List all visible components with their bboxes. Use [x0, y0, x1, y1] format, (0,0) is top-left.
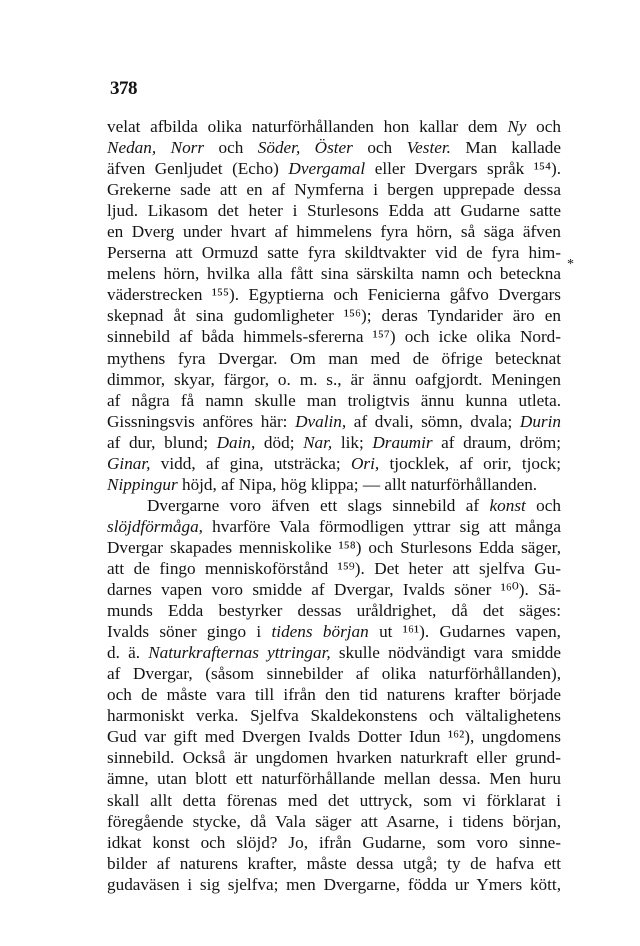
text-run: äfven Genljudet (Echo)	[107, 159, 289, 179]
text-run: skulle nödvändigt vara smidde	[330, 643, 561, 663]
text-run: munds Edda bestyrker dessas uråldrighet, då det säges:	[107, 601, 561, 621]
text-run: sinnebild af båda himmels-sfererna ¹⁵⁷) och icke olika Nord-	[107, 327, 561, 347]
text-line	[107, 747, 561, 768]
text-line	[107, 453, 561, 474]
text-run: af Dvergar, (såsom sinnebilder af olika naturförhållanden),	[107, 664, 561, 684]
text-run: Dvergarne voro äfven ett slags sinnebild af	[147, 495, 490, 515]
text-run: hvarföre Vala förmodligen yttrar sig att många	[202, 516, 561, 536]
text-run: idkat konst och slöjd? Jo, ifrån Gudarne, som voro sinne-	[107, 832, 561, 852]
text-run: att de fingo menniskoförstånd ¹⁵⁹). Det heter att sjelfva Gu-	[107, 558, 561, 578]
italic-term: Naturkrafternas yttringar,	[148, 643, 331, 663]
italic-term: Nedan, Norr	[107, 138, 205, 158]
text-line	[107, 832, 561, 853]
text-run: darnes vapen voro smidde af Dvergar, Ivalds söner ¹⁶⁰). Sä-	[107, 580, 561, 600]
text-run: vidd, af gina, utsträcka;	[150, 453, 351, 473]
text-run: d. ä.	[107, 643, 149, 663]
text-run: tjocklek, af orir, tjock;	[379, 453, 561, 473]
italic-term: Dvalin,	[295, 411, 347, 431]
text-run: och de måste vara till ifrån den tid naturens krafter började	[107, 685, 561, 705]
text-run: en Dverg under hvart af himmelens fyra hörn, så säga äfven	[107, 222, 561, 242]
italic-term: Draumir	[372, 432, 433, 452]
text-line	[107, 200, 561, 221]
text-run: skepnad åt sina gudomligheter ¹⁵⁶); deras Tyndarider äro en	[107, 306, 561, 326]
text-line	[107, 768, 561, 789]
text-run: skall allt detta förenas med det uttryck, som vi förklarat i	[107, 790, 561, 810]
text-run: af några få namn skulle man troligtvis ännu kunna utleta.	[107, 390, 561, 410]
text-line	[107, 348, 561, 369]
text-line	[107, 221, 561, 242]
text-line	[107, 284, 561, 305]
italic-term: konst	[489, 495, 526, 515]
text-line	[107, 411, 561, 432]
text-run: dimmor, skyar, färgor, o. m. s., är ännu oafgjordt. Meningen	[107, 369, 561, 389]
text-run: melens hörn, hvilka alla fått sina särskilta namn och beteckna	[107, 264, 561, 284]
text-line	[107, 874, 561, 895]
text-run: gudaväsen i sig sjelfva; men Dvergarne, födda ur Ymers kött,	[107, 874, 561, 894]
text-run: Gissningsvis anföres här:	[107, 411, 296, 431]
text-run: och	[526, 117, 561, 136]
text-line	[107, 726, 561, 747]
text-run: Dvergar skapades menniskolike ¹⁵⁸) och Sturlesons Edda säger,	[107, 537, 561, 557]
text-run: af dvali, sömn, dvala;	[346, 411, 520, 431]
text-run: mythens fyra Dvergar. Om man med de öfrige betecknat	[107, 348, 561, 368]
text-line	[107, 158, 561, 179]
text-line	[107, 432, 561, 453]
text-run: föregående stycke, då Vala säger att Asarne, i tidens början,	[107, 811, 561, 831]
text-run: Gud var gift med Dvergen Ivalds Dotter Idun ¹⁶²), ungdomens	[107, 727, 561, 747]
text-line	[107, 369, 561, 390]
italic-term: Nar,	[303, 432, 333, 452]
text-line	[107, 642, 561, 663]
text-run: och	[352, 138, 407, 158]
text-line	[107, 242, 561, 263]
text-run: eller Dvergars språk ¹⁵⁴).	[365, 159, 561, 179]
italic-term: Ginar,	[107, 453, 151, 473]
italic-term: Dvergamal	[288, 159, 366, 179]
italic-term: Ny	[507, 117, 527, 136]
text-run: af dur, blund;	[107, 432, 217, 452]
text-line	[107, 663, 561, 684]
text-run: lik;	[332, 432, 373, 452]
text-line	[107, 811, 561, 832]
body-text	[107, 116, 561, 895]
text-line	[107, 516, 561, 537]
text-line	[107, 263, 561, 284]
text-line	[107, 684, 561, 705]
italic-term: tidens början	[271, 622, 369, 642]
text-run: Perserna att Ormuzd satte fyra skildtvakter vid de fyra him-	[107, 243, 561, 263]
italic-term: Nippingur	[107, 474, 178, 494]
margin-mark: *	[567, 257, 574, 272]
italic-term: slöjdförmåga,	[107, 516, 203, 536]
text-line	[107, 495, 561, 516]
text-run: Grekerne sade att en af Nymferna i bergen upprepade dessa	[107, 180, 561, 200]
text-line	[107, 326, 561, 347]
text-run: höjd, af Nipa, hög klippa; — allt naturförhållanden.	[177, 474, 538, 494]
italic-term: Söder, Öster	[257, 138, 353, 158]
text-run: Ivalds söner gingo i	[107, 622, 272, 642]
text-line	[107, 137, 561, 158]
text-line	[107, 790, 561, 811]
text-run: ut ¹⁶¹). Gudarnes vapen,	[368, 622, 561, 642]
text-run: velat afbilda olika naturförhållanden hon kallar dem	[107, 117, 508, 136]
text-line	[107, 558, 561, 579]
text-run: och	[525, 495, 561, 515]
text-line	[107, 116, 561, 137]
text-run: ämne, utan blott ett naturförhållande mellan dessa. Men huru	[107, 769, 561, 789]
italic-term: Dain,	[216, 432, 256, 452]
text-run: af draum, dröm;	[432, 432, 561, 452]
text-line	[107, 537, 561, 558]
text-line	[107, 390, 561, 411]
text-line	[107, 179, 561, 200]
text-run: ljud. Likasom det heter i Sturlesons Edda att Gudarne satte	[107, 201, 561, 221]
text-run: harmoniskt verka. Sjelfva Skaldekonstens och vältalighetens	[107, 706, 561, 726]
text-line	[107, 474, 561, 495]
text-run: bilder af naturens krafter, måste dessa utgå; ty de hafva ett	[107, 853, 561, 873]
text-line	[107, 705, 561, 726]
text-line	[107, 579, 561, 600]
text-line	[107, 853, 561, 874]
text-run: sinnebild. Också är ungdomen hvarken naturkraft eller grund-	[107, 748, 561, 768]
italic-term: Vester.	[406, 138, 451, 158]
italic-term: Durin	[519, 411, 561, 431]
italic-term: Ori,	[350, 453, 380, 473]
text-line	[107, 600, 561, 621]
text-run: och	[204, 138, 258, 158]
text-line	[107, 305, 561, 326]
page-number: 378	[110, 78, 137, 99]
text-run: död;	[255, 432, 304, 452]
text-run: väderstrecken ¹⁵⁵). Egyptierna och Fenicierna gåfvo Dvergars	[107, 285, 561, 305]
text-line	[107, 621, 561, 642]
text-run: Man kallade	[450, 138, 561, 158]
